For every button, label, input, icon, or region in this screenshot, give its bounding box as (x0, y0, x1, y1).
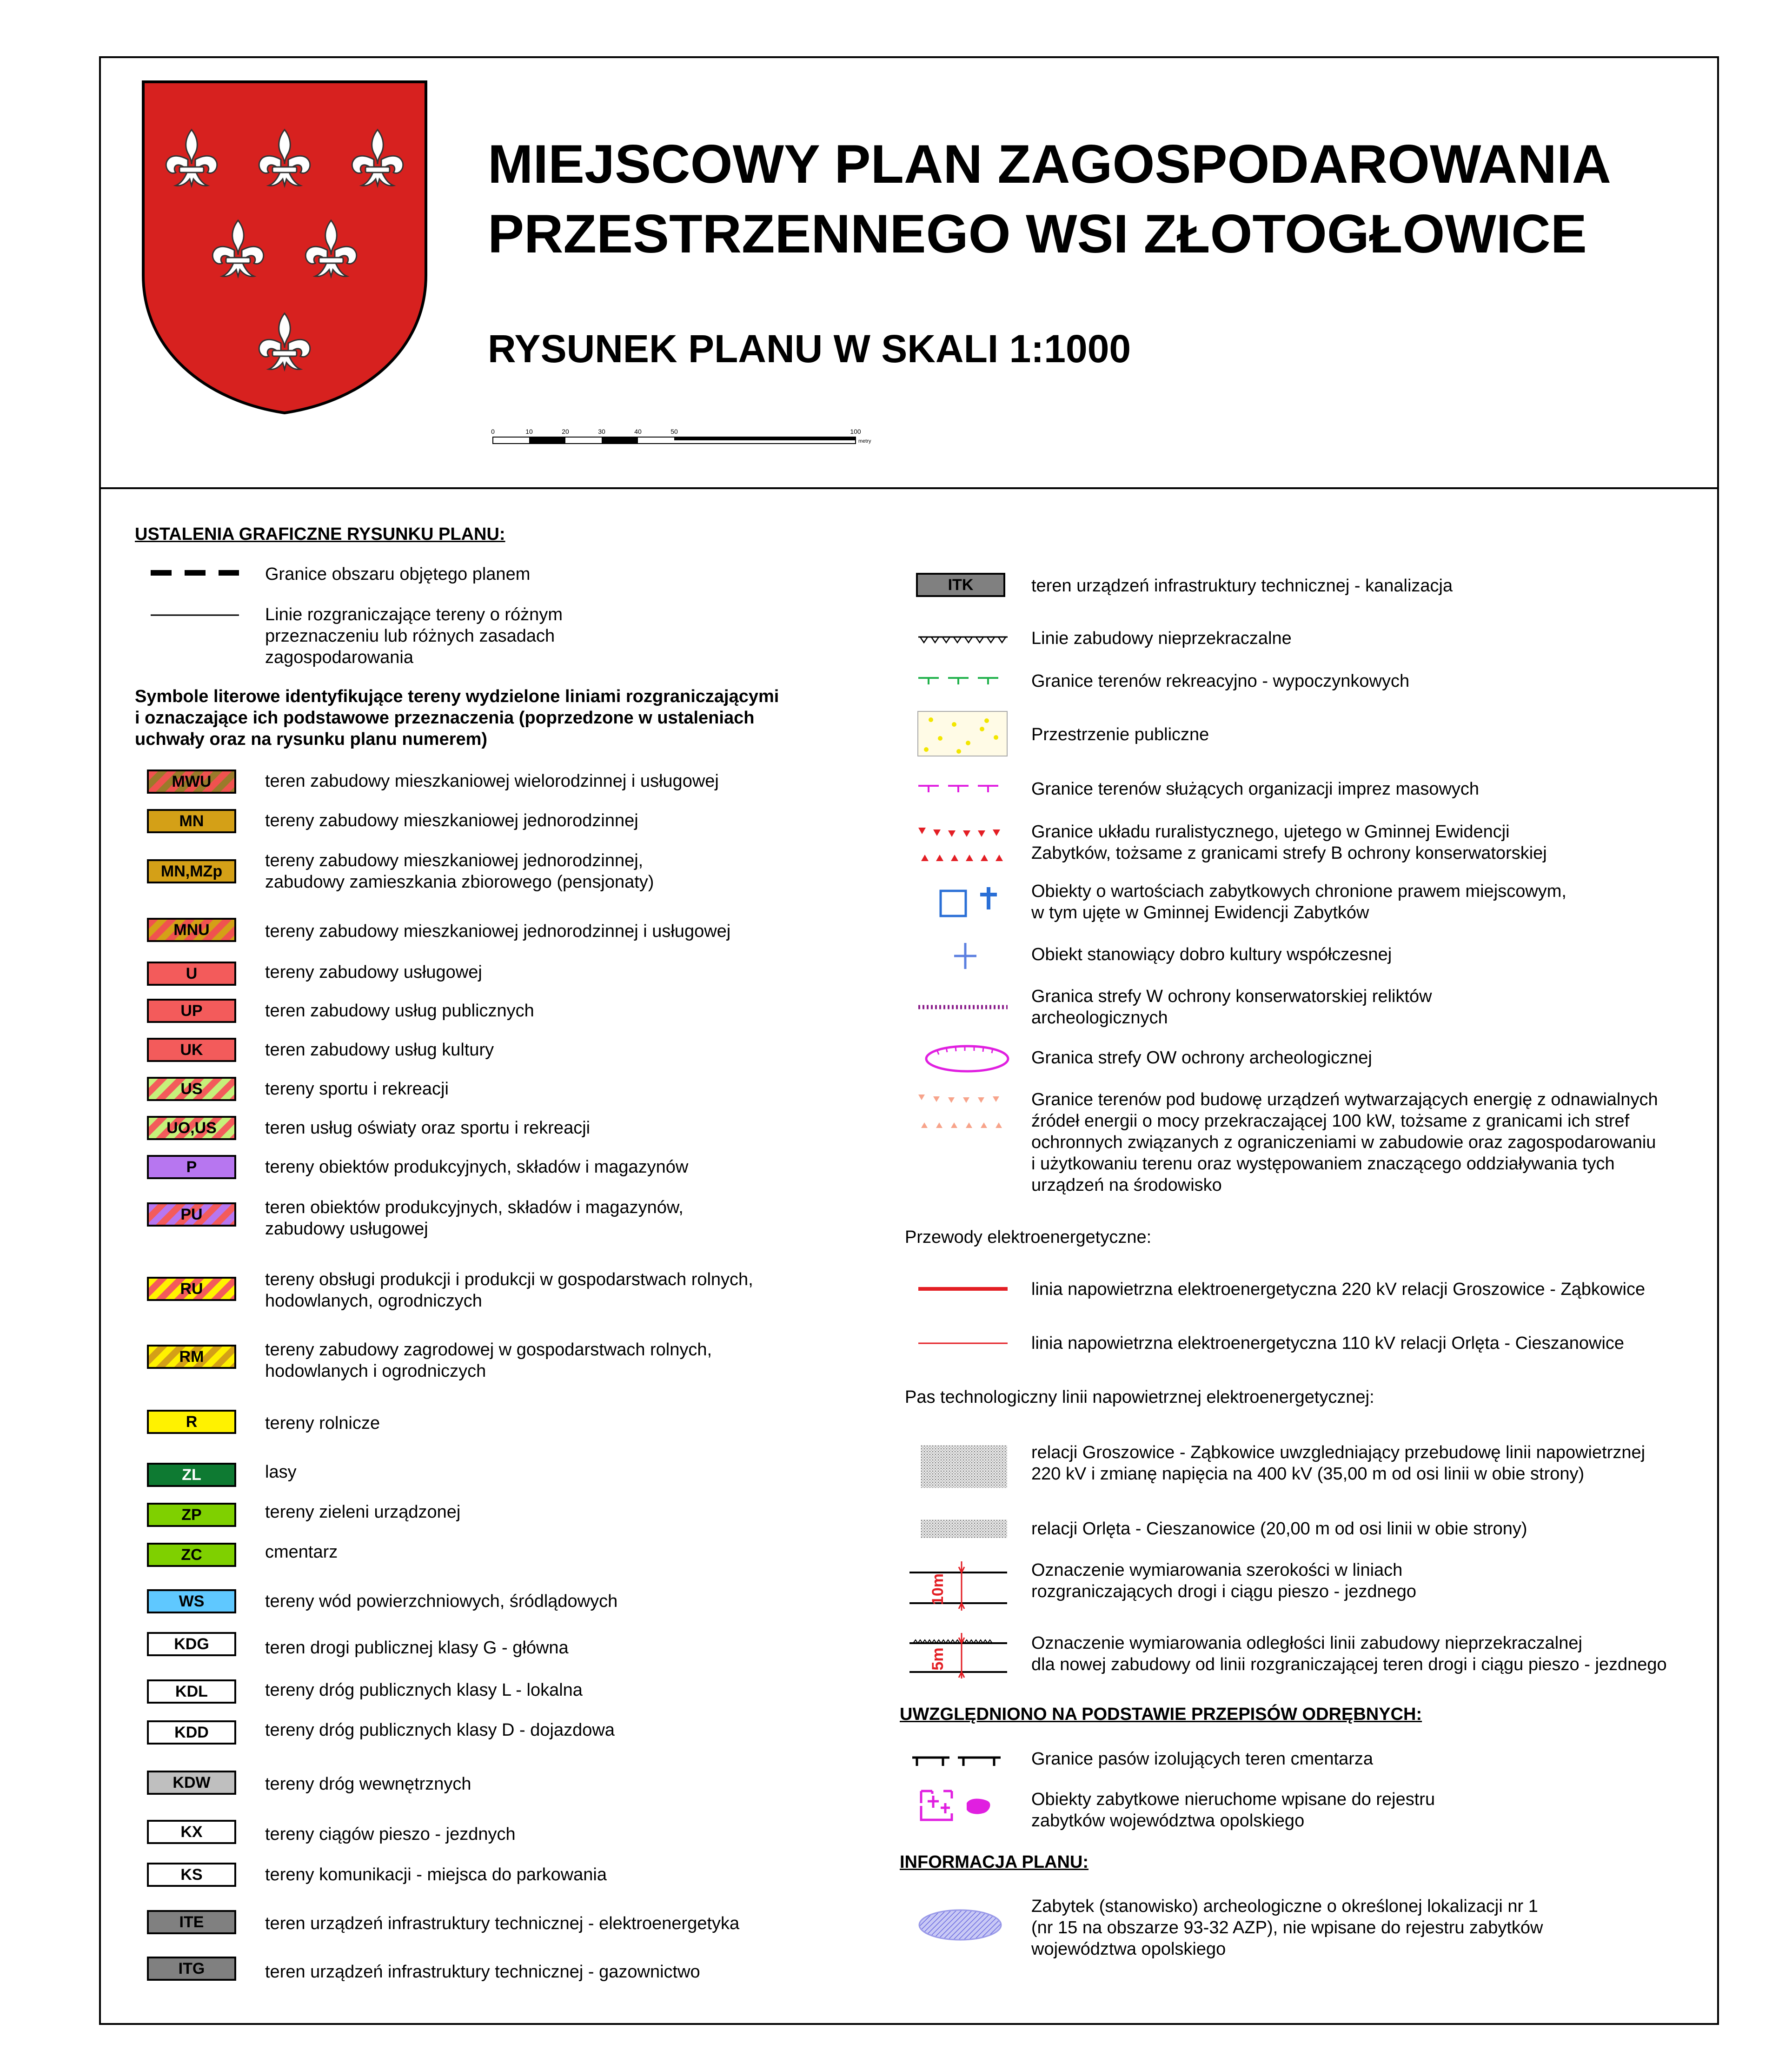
zone-code: ITK (948, 576, 974, 594)
scale-tick-0: 0 (491, 428, 495, 435)
legend-label-archeo-w: Granica strefy W ochrony konserwatorskiej reliktów archeologicznych (1031, 987, 1432, 1028)
scale-tick-50: 50 (670, 428, 678, 435)
zone-label-up: teren zabudowy usług publicznych (265, 1001, 534, 1021)
left-heading: USTALENIA GRAFICZNE RYSUNKU PLANU: (135, 524, 505, 544)
zone-badge-zc (147, 1543, 236, 1567)
legend-label-mass-events: Granice terenów służących organizacji imprez masowych (1031, 779, 1480, 799)
zone-label-rm: tereny zabudowy zagrodowej w gospodarstwach rolnych, hodowlanych i ogrodniczych (265, 1340, 712, 1381)
zone-label-ite: teren urządzeń infrastruktury technicznej - elektroenergetyka (265, 1914, 740, 1933)
legend-label-110kv: linia napowietrzna elektroenergetyczna 110 kV relacji Orlęta - Cieszanowice (1031, 1334, 1625, 1353)
zone-label-mn: tereny zabudowy mieszkaniowej jednorodzinnej (265, 811, 638, 830)
zone-code: MNU (173, 921, 210, 939)
zone-label-zc: cmentarz (265, 1542, 338, 1562)
mass-events-boundary-icon (918, 782, 1011, 796)
zone-label-zp: tereny zieleni urządzonej (265, 1502, 461, 1522)
zone-badge-r (147, 1410, 236, 1434)
zone-label-pu: teren obiektów produkcyjnych, składów i magazynów, zabudowy usługowej (265, 1198, 684, 1239)
scale-tick-40: 40 (634, 428, 642, 435)
coat-of-arms-icon (141, 80, 428, 415)
zone-badge-kdg (147, 1632, 236, 1656)
zone-code: MWU (172, 772, 212, 790)
zone-code: UO,US (166, 1119, 217, 1137)
legend-label-belt-400kv: relacji Groszowice - Ząbkowice uwzgledniający przebudowę linii napowietrznej 220 kV i zmianę napięcia na 400 kV (35,00 m od osi linii w obie strony) (1031, 1443, 1646, 1484)
zone-badge-kdw (147, 1771, 236, 1795)
legend-label-220kv: linia napowietrzna elektroenergetyczna 220 kV relacji Groszowice - Ząbkowice (1031, 1280, 1646, 1299)
zone-badge-kdd (147, 1720, 236, 1745)
building-line-icon (918, 633, 1008, 647)
power-heading: Przewody elektroenergetyczne: (905, 1227, 1152, 1247)
zone-badge-p (147, 1155, 236, 1179)
zone-badge-mnu (147, 918, 236, 942)
header-divider (99, 487, 1719, 489)
legend-label-renewable-energy: Granice terenów pod budowę urządzeń wytwarzających energię z odnawialnych źródeł energii o mocy przekraczającej 100 kW, tożsame z granicami ich stref ochronnych związanych z ograniczeniami w zabudowie oraz zagospodarowaniu i użytkowaniu terenu oraz występowaniem znaczącego oddziaływania tych urządzeń na środowisko (1031, 1090, 1658, 1195)
zone-code: PU (180, 1205, 203, 1223)
zone-code: U (186, 964, 198, 982)
scale-tick-10: 10 (525, 428, 533, 435)
dimension-setback-icon (909, 1630, 1012, 1681)
archeological-site-icon (917, 1907, 1003, 1943)
zone-badge-uk (147, 1038, 236, 1062)
zone-label-itg: teren urządzeń infrastruktury technicznej - gazownictwo (265, 1962, 700, 1982)
zone-code: KS (180, 1865, 203, 1884)
legend-label-belt-110kv: relacji Orlęta - Cieszanowice (20,00 m od osi linii w obie strony) (1031, 1519, 1527, 1539)
legend-label-dim-width: Oznaczenie wymiarowania szerokości w liniach rozgraniczających drogi i ciągu pieszo - jezdnego (1031, 1560, 1417, 1601)
zone-badge-kx (147, 1820, 236, 1844)
legend-label-archeo-ow: Granica strefy OW ochrony archeologicznej (1031, 1048, 1372, 1068)
belt-heading: Pas technologiczny linii napowietrznej elektroenergetycznej: (905, 1387, 1374, 1407)
zone-code: ITE (179, 1913, 204, 1931)
zone-badge-kdl (147, 1679, 236, 1704)
zone-badge-u (147, 962, 236, 986)
legend-label-recreation: Granice terenów rekreacyjno - wypoczynkowych (1031, 671, 1410, 691)
zone-badge-mn-mzp (147, 859, 236, 883)
plan-boundary-dashed-line-icon (151, 568, 239, 577)
recreation-boundary-icon (918, 674, 1011, 688)
zone-badge-zp (147, 1503, 236, 1527)
zone-label-p: tereny obiektów produkcyjnych, składów i magazynów (265, 1157, 689, 1177)
dimension-width-icon (909, 1559, 1012, 1614)
public-space-icon (917, 710, 1008, 757)
scale-unit: metry (858, 438, 871, 444)
legend-label-cemetery-buffer: Granice pasów izolujących teren cmentarza (1031, 1749, 1374, 1769)
other-regulations-heading: UWZGLĘDNIONO NA PODSTAWIE PRZEPISÓW ODRĘBNYCH: (900, 1705, 1422, 1724)
legend-label-local-monument: Obiekty o wartościach zabytkowych chronione prawem miejscowym, w tym ujęte w Gminnej Ewidencji Zabytków (1031, 882, 1566, 922)
zone-badge-itg (147, 1957, 236, 1981)
archeo-zone-w-icon (918, 1003, 1011, 1011)
legend-label-demarcation: Linie rozgraniczające tereny o różnym przeznaczeniu lub różnych zasadach zagospodarowania (265, 605, 563, 667)
zone-badge-pu (147, 1202, 236, 1227)
zone-label-kdd: tereny dróg publicznych klasy D - dojazdowa (265, 1720, 615, 1740)
legend-label-rural-layout: Granice układu ruralistycznego, ujetego w Gminnej Ewidencji Zabytków, tożsame z granicami strefy B ochrony konserwatorskiej (1031, 822, 1547, 863)
demarcation-line-icon (151, 613, 239, 617)
zone-code: ZC (181, 1546, 202, 1564)
legend-label-archeological-site: Zabytek (stanowisko) archeologiczne o określonej lokalizacji nr 1 (nr 15 na obszarze 93-32 AZP), nie wpisane do rejestru zabytków województwa opolskiego (1031, 1897, 1543, 1959)
zone-badge-uo-us (147, 1116, 236, 1140)
zone-code: MN,MZp (160, 862, 223, 880)
zone-label-kdw: tereny dróg wewnętrznych (265, 1774, 471, 1794)
zone-badge-up (147, 999, 236, 1023)
zone-label-mwu: teren zabudowy mieszkaniowej wielorodzinnej i usługowej (265, 771, 719, 791)
zone-code: UP (180, 1002, 203, 1020)
zone-badge-itk (916, 573, 1005, 597)
zone-label-mnu: tereny zabudowy mieszkaniowej jednorodzinnej i usługowej (265, 922, 731, 941)
registered-monument-icon (918, 1787, 997, 1825)
zone-label-kdg: teren drogi publicznej klasy G - główna (265, 1638, 569, 1658)
zone-code: ITG (178, 1959, 205, 1977)
zone-code: KDG (174, 1635, 209, 1653)
zone-label-ru: tereny obsługi produkcji i produkcji w gospodarstwach rolnych, hodowlanych, ogrodniczych (265, 1270, 753, 1311)
zone-label-uk: teren zabudowy usług kultury (265, 1040, 494, 1060)
renewable-energy-boundary-icon (918, 1093, 1011, 1130)
zone-badge-zl (147, 1463, 236, 1487)
zone-code: KDL (175, 1682, 208, 1700)
technology-belt-110kv-icon (921, 1519, 1007, 1538)
zone-code: RU (180, 1280, 203, 1298)
zone-badge-ite (147, 1910, 236, 1934)
legend-label-registered-monument: Obiekty zabytkowe nieruchome wpisane do rejestru zabytków województwa opolskiego (1031, 1790, 1435, 1831)
zone-code: ZP (181, 1506, 202, 1524)
title-line-1: MIEJSCOWY PLAN ZAGOSPODAROWANIA (488, 133, 1611, 194)
legend-label-dim-setback: Oznaczenie wymiarowania odległości linii zabudowy nieprzekraczalnej dla nowej zabudowy od linii rozgraniczającej teren drogi i ciągu pieszo - jezdnego (1031, 1633, 1667, 1674)
zone-label-uo-us: teren usług oświaty oraz sportu i rekreacji (265, 1118, 591, 1138)
scale-tick-100: 100 (850, 428, 861, 435)
zone-code: ZL (182, 1466, 201, 1484)
dimension-width-marker: 10m (929, 1573, 947, 1606)
page-subtitle: RYSUNEK PLANU W SKALI 1:1000 (488, 327, 1131, 371)
legend-label-public-space: Przestrzenie publiczne (1031, 725, 1209, 744)
power-line-110kv-icon (918, 1341, 1011, 1346)
rural-layout-boundary-icon (918, 826, 1011, 863)
scale-tick-30: 30 (598, 428, 605, 435)
scale-bar (488, 422, 883, 450)
zone-badge-rm (147, 1345, 236, 1369)
zone-label-u: tereny zabudowy usługowej (265, 962, 482, 982)
zone-code: US (180, 1080, 203, 1098)
local-monument-icon (939, 885, 1004, 918)
dimension-setback-marker: 5m (929, 1647, 947, 1671)
legend-label-contemporary-heritage: Obiekt stanowiący dobro kultury współczesnej (1031, 945, 1392, 964)
symbols-note: Symbole literowe identyfikujące tereny wydzielone liniami rozgraniczającymi i oznaczające ich podstawowe przeznaczenia (poprzedzone w ustaleniach uchwały oraz na rysunku planu numerem) (135, 687, 779, 749)
zone-label-ks: tereny komunikacji - miejsca do parkowania (265, 1865, 607, 1884)
power-line-220kv-icon (918, 1285, 1011, 1293)
zone-code: MN (179, 812, 204, 830)
zone-code: UK (180, 1041, 203, 1059)
zone-label-kdl: tereny dróg publicznych klasy L - lokalna (265, 1680, 583, 1700)
technology-belt-400kv-icon (921, 1445, 1007, 1488)
scale-tick-20: 20 (562, 428, 569, 435)
contemporary-heritage-icon (951, 942, 979, 970)
zone-label-ws: tereny wód powierzchniowych, śródlądowych (265, 1592, 618, 1611)
zone-label-zl: lasy (265, 1462, 297, 1482)
zone-code: RM (179, 1347, 204, 1366)
information-heading: INFORMACJA PLANU: (900, 1852, 1089, 1872)
zone-code: KDD (174, 1723, 209, 1741)
zone-badge-mn (147, 809, 236, 833)
zone-label-r: tereny rolnicze (265, 1413, 380, 1433)
zone-label-mn-mzp: tereny zabudowy mieszkaniowej jednorodzinnej, zabudowy zamieszkania zbiorowego (pensjonaty) (265, 851, 654, 892)
zone-label-itk: teren urządzeń infrastruktury technicznej - kanalizacja (1031, 576, 1453, 596)
legend-label-building-line: Linie zabudowy nieprzekraczalne (1031, 629, 1292, 648)
zone-label-kx: tereny ciągów pieszo - jezdnych (265, 1825, 516, 1844)
zone-code: KDW (173, 1773, 211, 1791)
title-line-2: PRZESTRZENNEGO WSI ZŁOTOGŁOWICE (488, 203, 1587, 264)
legend-label-plan-boundary: Granice obszaru objętego planem (265, 564, 531, 584)
cemetery-buffer-icon (912, 1755, 1005, 1769)
zone-code: KX (180, 1823, 203, 1841)
zone-label-us: tereny sportu i rekreacji (265, 1079, 449, 1099)
zone-badge-ru (147, 1277, 236, 1301)
zone-code: P (186, 1158, 197, 1176)
zone-badge-ks (147, 1863, 236, 1887)
page-title (488, 129, 1611, 269)
zone-badge-ws (147, 1589, 236, 1613)
zone-badge-us (147, 1077, 236, 1101)
zone-badge-mwu (147, 770, 236, 794)
archeo-zone-ow-icon (923, 1042, 1011, 1075)
zone-code: R (186, 1413, 198, 1431)
zone-code: WS (179, 1592, 205, 1610)
